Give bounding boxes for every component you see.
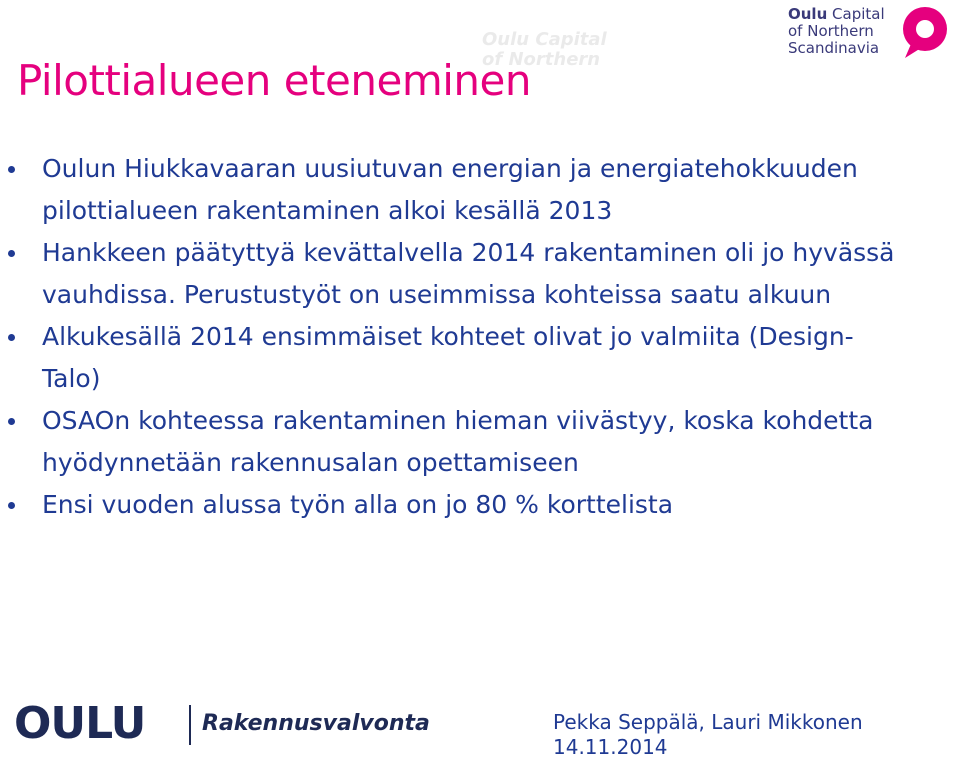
bullet-dot-icon bbox=[8, 250, 15, 257]
bullet-dot-icon bbox=[8, 418, 15, 425]
bullet-text: Ensi vuoden alussa työn alla on jo 80 % korttelista bbox=[42, 490, 674, 519]
bullet-text: Oulun Hiukkavaaran uusiutuvan energian ja energiatehokkuuden pilottialueen rakentaminen alkoi kesällä 2013 bbox=[42, 154, 858, 225]
author-names: Pekka Seppälä, Lauri Mikkonen bbox=[553, 710, 863, 734]
bullet-dot-icon bbox=[8, 334, 15, 341]
bullet-text: Hankkeen päätyttyä kevättalvella 2014 rakentaminen oli jo hyvässä vauhdissa. Perustustyöt on useimmissa kohteissa saatu alkuun bbox=[42, 238, 895, 309]
presentation-date: 14.11.2014 bbox=[553, 735, 668, 759]
bullet-text: Alkukesällä 2014 ensimmäiset kohteet olivat jo valmiita (Design-Talo) bbox=[42, 322, 854, 393]
watermark-text: Oulu Capital of Northern bbox=[482, 29, 607, 70]
brand-capital: Capital bbox=[827, 5, 885, 23]
bullet-item bbox=[0, 316, 900, 399]
oulu-footer-logo: OULU bbox=[14, 698, 146, 749]
brand-line3: Scandinavia bbox=[788, 39, 880, 57]
bullet-dot-icon bbox=[8, 502, 15, 509]
page-title: Pilottialueen eteneminen bbox=[17, 56, 531, 105]
bullet-dot-icon bbox=[8, 166, 15, 173]
bullet-item bbox=[0, 400, 900, 483]
bullet-item bbox=[0, 232, 900, 315]
brand-line2: of Northern bbox=[788, 22, 874, 40]
bullet-item bbox=[0, 148, 900, 231]
brand-text bbox=[788, 6, 885, 57]
bullet-item bbox=[0, 484, 900, 526]
speech-bubble-logo-icon bbox=[897, 4, 953, 60]
department-label: Rakennusvalvonta bbox=[202, 711, 430, 736]
footer-divider bbox=[189, 705, 191, 745]
brand-logo bbox=[788, 4, 953, 60]
author-block bbox=[553, 710, 863, 760]
brand-name: Oulu bbox=[788, 5, 828, 23]
bullet-list bbox=[0, 148, 900, 526]
bullet-text: OSAOn kohteessa rakentaminen hieman viivästyy, koska kohdetta hyödynnetään rakennusalan opettamiseen bbox=[42, 406, 874, 477]
